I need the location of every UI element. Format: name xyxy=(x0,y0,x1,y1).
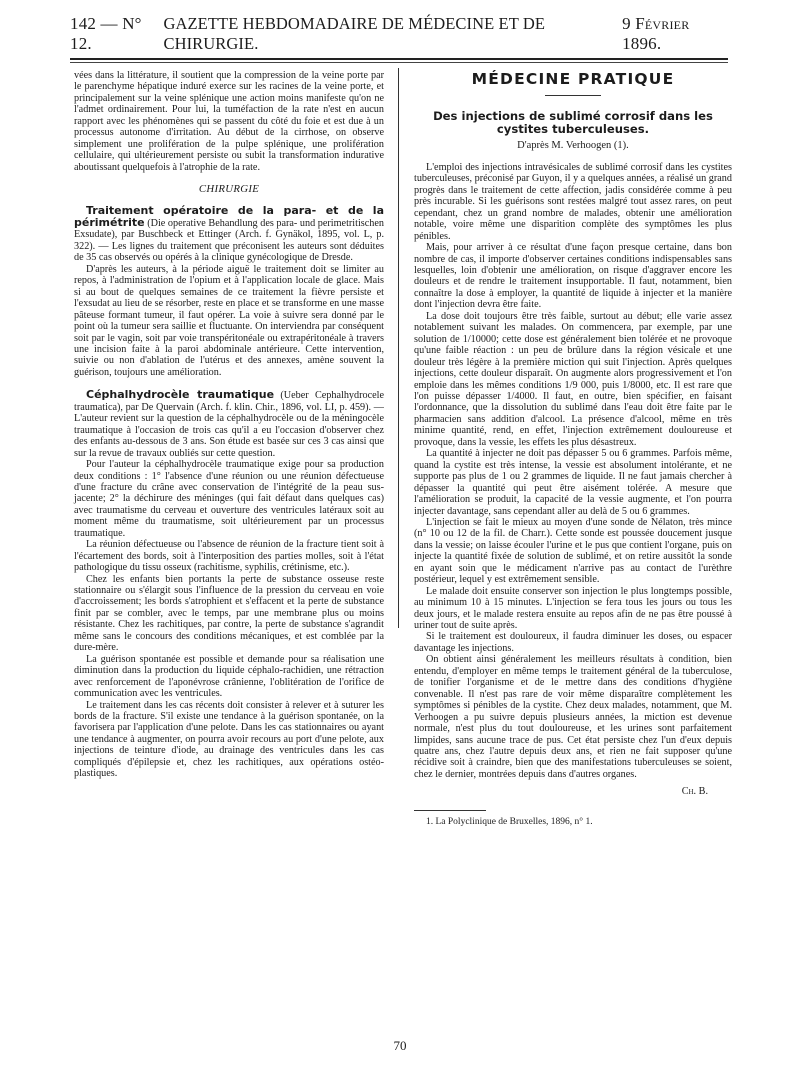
article-paragraph: La dose doit toujours être très faible, surtout au début; elle varie assez notablement suivant les malades. On commencera, par exemple, par une solution de 1/10000; cette dose est généralement bien tolérée et ne provoque qu'une faible réaction : un peu de brûlure dans la région vésicale et une douleur très légère à la première miction qui suit l'injection. Après quelques injections, cette douleur disparaît. On augmente alors progressivement et l'on emploie dans les mêmes conditions 1/9 000, puis 1/8000, etc. Il est rare que l'on puisse dépasser 1/4000. Il faut, en outre, bien spécifier, en faisant l'ordonnance, que la dissolution du sublimé dans l'eau doit être faite par le pharmacien sans addition d'alcool. La présence d'alcool, même en très minime quantité, rend, en effet, l'injection extrêmement douloureuse et provoque, dans la vessie, les effets les plus désastreux. xyxy=(414,310,732,448)
article-paragraph: On obtient ainsi généralement les meilleurs résultats à condition, bien entendu, d'employer en même temps le traitement général de la tuberculose, de tonifier l'organisme et de le mettre dans des conditions d'hygiène convenable. Il n'est pas rare de voir même disparaître complètement les symptômes si pénibles de la cystite. Chez deux malades, notamment, que M. Verhoogen a pu suivre depuis plusieurs années, la miction est devenue normale, n'est plus du tout douloureuse, et les urines sont parfaitement limpides, sans aucune trace de pus. Cet état persiste chez l'un d'eux depuis quatre ans, chez l'autre depuis deux ans, et rien ne fait supposer qu'une récidive soit à craindre, bien que des manifestations tuberculeuses se soient, chez le dernier, montrées depuis dans d'autres organes. xyxy=(414,654,732,780)
author-signature: Ch. B. xyxy=(681,786,708,798)
article-paragraph: Mais, pour arriver à ce résultat d'une façon presque certaine, dans bon nombre de cas, il importe d'observer certaines conditions indispensables sans lesquelles, loin d'obtenir une amélioration, on risque d'aggraver encore les douleurs et de rendre le traitement insupportable. Il faut, notamment, bien connaître la dose à employer, la quantité de liquide à injecter et la manière dont l'injection devra être faite. xyxy=(414,242,732,311)
header-rule xyxy=(70,58,728,60)
footnote-rule xyxy=(414,810,486,811)
article-2-paragraph: Pour l'auteur la céphalhydrocèle traumatique exige pour sa production deux conditions : 1° l'absence d'une réunion ou une réunion défectueuse d'une fracture du crâne avec conservation de l'intégrité de la peau sus-jacente; 2° la déchirure des méninges (qui fait défaut dans quelques cas) avec traumatisme du cerveau et ouverture des ventricules latéraux soit au moment même du traumatisme, soit ultérieurement par un processus traumatique. xyxy=(74,459,384,539)
article-byline: D'après M. Verhoogen (1). xyxy=(517,140,629,152)
page-folio: 70 xyxy=(393,1038,407,1053)
left-column xyxy=(74,70,384,780)
article-paragraph: L'emploi des injections intravésicales de sublimé corrosif dans les cystites tuberculeuses, préconisé par Guyon, il y a quelques années, a réalisé un grand progrès dans le traitement de cette affection, jadis considérée comme à peu près incurable. Si les guérisons sont restées malgré tout assez rares, on peut cependant, chez un grand nombre de malades, obtenir une amélioration notable, voire même une disparition complète des symptômes les plus pénibles. xyxy=(414,161,732,242)
issue-date: 9 Février 1896. xyxy=(622,14,690,53)
rubric-heading: MÉDECINE PRATIQUE xyxy=(471,70,675,88)
footnote: 1. La Polyclinique de Bruxelles, 1896, n° 1. xyxy=(426,816,593,827)
article-paragraph: L'injection se fait le mieux au moyen d'une sonde de Nélaton, très mince (n° 10 ou 12 de la fil. de Charr.). Cette sonde est poussée doucement jusque dans la vessie; on laisse écouler l'urine et le pus que contient l'organe, puis on injecte la quantité fixée de solution de sublimé, et on retire aussitôt la sonde en ayant soin que le médicament n'arrive pas au contact de l'urèthre postérieur, lequel y est extrêmement sensible. xyxy=(414,516,732,586)
column-divider xyxy=(398,68,399,628)
article-2-reference: (Ueber Cephalhydrocele traumatica), par De Quervain (Arch. f. klin. Chir., 1896, vol. LI, p. 459). — L'auteur revient sur la question de la céphalhydrocèle ou de la méningocèle traumatique à l'occasion de trois cas qu'il a eu l'occasion d'observer chez des enfants au-dessous de 3 ans. Son étude est basée sur ces 3 cas ainsi que sur la revue de travaux oubliés sur cette question. xyxy=(74,390,384,459)
article-2-title: Céphalhydrocèle traumatique xyxy=(86,388,275,402)
rubric-rule xyxy=(545,95,601,96)
article-title: Des injections de sublimé corrosif dans les cystites tuberculeuses. xyxy=(433,109,713,137)
article-paragraph: Si le traitement est douloureux, il faudra diminuer les doses, ou espacer davantage les injections. xyxy=(414,631,732,654)
article-paragraph: Le malade doit ensuite conserver son injection le plus longtemps possible, au minimum 10 à 15 minutes. L'injection se fera tous les jours ou tous les deux jours, et le malade restera ensuite au repos afin de ne pas être poussé à uriner tout de suite après. xyxy=(414,585,732,632)
article-2-paragraph: Chez les enfants bien portants la perte de substance osseuse reste stationnaire ou s'élargit sous l'influence de la pression du cerveau en voie d'accroissement; les bords s'atrophient et s'effacent et la perte de substance finit par se combler, avec le temps, par une membrane plus ou moins résistante. Chez les rachitiques, par contre, la perte de substance s'agrandit même sans le concours des conditions mécaniques, et est comblée par la dure-mère. xyxy=(74,573,384,654)
article-1-reference: (Die operative Behandlung des para- und perimetritischen Exsudate), par Buschbeck et Ettinger (Arch. f. Gynäkol, 1895, vol. L, p. 322). — Les lignes du traitement que préconisent les auteurs sont déduites de 35 cas observés ou opérés à la clinique gynécologique de Dresde. xyxy=(74,217,384,264)
article-1-title: Traitement opératoire de la para- et de la périmétrite xyxy=(74,203,384,229)
article-1-paragraph: D'après les auteurs, à la période aiguë le traitement doit se limiter au repos, à l'administration de l'opium et à l'application locale de glace. Mais si au bout de quelques semaines de ce traitement la fièvre persiste et l'exsudat au lieu de se résorber, reste en place et se transforme en une masse pâteuse formant tumeur, il faut opérer. La voie à suivre sera donné par le point où la tumeur sera saillie et fluctuante. On interviendra par conséquent soit par le vagin, soit par voie transpéritonéale ou extrapéritonéale à travers une incision faite à la paroi abdominale antérieure. Cette intervention, suivie ou non d'ablation de l'utérus et des annexes, amène souvent la guérison, toujours une amélioration. xyxy=(74,263,384,378)
right-column xyxy=(414,70,732,828)
article-2-lead xyxy=(74,389,384,459)
continued-paragraph: vées dans la littérature, il soutient que la compression de la veine porte par le parenchyme hépatique induré exerce sur les racines de la veine porte, et principalement sur la veine splénique une action moins manifeste qu'on ne l'admet ordinairement. Pour lui, la tuméfaction de la rate n'est en aucun rapport avec les phénomènes qui se passent du côté du foie et est due à un processus autonome d'irritation. Au début de la cirrhose, on observe simplement une prolifération de la pulpe splénique, une prolifération cellulaire, qui ultérieurement persiste ou subit la transformation indurative aboutissant quelquefois à l'atrophie de la rate. xyxy=(74,70,384,173)
running-header xyxy=(70,14,728,54)
page-number-issue: 142 — N° 12. xyxy=(70,14,142,53)
header-rule-thin xyxy=(70,62,728,63)
article-2-paragraph: La réunion défectueuse ou l'absence de réunion de la fracture tient soit à l'écartement des bords, soit à l'interposition des parties molles, soit à l'état pathologique du tissu osseux (rachitisme, syphilis, crétinisme, etc.). xyxy=(74,539,384,574)
article-2-paragraph: La guérison spontanée est possible et demande pour sa réalisation une diminution dans la production du liquide céphalo-rachidien, une rétraction avec renforcement de l'aponévrose crânienne, l'oblitération de l'orifice de communication avec les ventricules. xyxy=(74,653,384,700)
article-1-lead xyxy=(74,205,384,264)
article-2-paragraph: Le traitement dans les cas récents doit consister à relever et à suturer les bords de la fracture. S'il existe une tendance à la guérison spontanée, on la favorisera par l'application d'une pelote. Dans les cas stationnaires ou ayant une tendance à augmenter, on pourra avoir recours au port d'une pelote, aux injections de teinture d'iode, au drainage des ventricules dans les cas compliqués d'épilepsie et, chez les rachitiques, aux opérations ostéo-plastiques. xyxy=(74,699,384,780)
section-heading-chirurgie: CHIRURGIE xyxy=(198,183,260,196)
article-paragraph: La quantité à injecter ne doit pas dépasser 5 ou 6 grammes. Parfois même, quand la cystite est très intense, la vessie est absolument intolérante, et ne supporte pas plus de 1 ou 2 grammes de liquide. Il ne faut jamais chercher à dépasser la quantité qui peut être aisément tolérée. A mesure que l'amélioration se produit, la capacité de la vessie augmente, et l'on pourra injecter davantage, sans cependant aller au delà de 5 ou 6 grammes. xyxy=(414,448,732,517)
journal-title: GAZETTE HEBDOMADAIRE DE MÉDECINE ET DE CHIRURGIE. xyxy=(163,14,546,53)
